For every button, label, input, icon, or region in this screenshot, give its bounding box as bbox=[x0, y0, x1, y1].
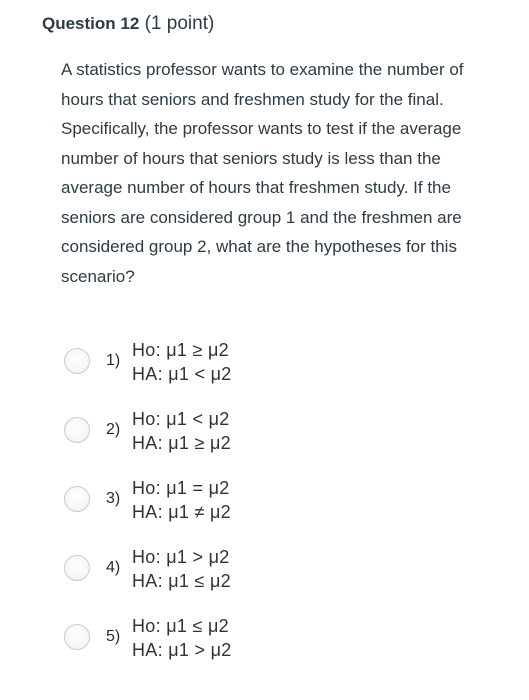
alternative-hypothesis: HA: μ1 < μ2 bbox=[132, 364, 232, 384]
question-header bbox=[42, 12, 214, 36]
radio-button[interactable] bbox=[64, 555, 90, 581]
answer-option-1[interactable] bbox=[64, 340, 364, 400]
answer-number: 5) bbox=[106, 628, 121, 645]
alternative-hypothesis: HA: μ1 ≤ μ2 bbox=[132, 571, 231, 591]
alternative-hypothesis: HA: μ1 ≥ μ2 bbox=[132, 433, 231, 453]
answer-option-5[interactable] bbox=[64, 616, 364, 676]
radio-button[interactable] bbox=[64, 486, 90, 512]
radio-button[interactable] bbox=[64, 348, 90, 374]
radio-button[interactable] bbox=[64, 417, 90, 443]
radio-button[interactable] bbox=[64, 624, 90, 650]
answer-option-2[interactable] bbox=[64, 409, 364, 469]
null-hypothesis: Ho: μ1 = μ2 bbox=[132, 478, 230, 498]
question-points: (1 point) bbox=[144, 13, 215, 34]
null-hypothesis: Ho: μ1 > μ2 bbox=[132, 547, 230, 567]
answer-number: 4) bbox=[106, 559, 121, 576]
question-title: Question 12 bbox=[42, 14, 140, 33]
alternative-hypothesis: HA: μ1 ≠ μ2 bbox=[132, 502, 231, 522]
answer-option-4[interactable] bbox=[64, 547, 364, 607]
answer-option-3[interactable] bbox=[64, 478, 364, 538]
question-text: A statistics professor wants to examine the number of hours that seniors and freshmen study for the final. Specifically, the professor wants to test if the average number of hours that seniors study is less than the average number of hours that freshmen study. If the seniors are considered group 1 and the freshmen are considered group 2, what are the hypotheses for this scenario? bbox=[61, 60, 464, 286]
answer-number: 3) bbox=[106, 490, 121, 507]
alternative-hypothesis: HA: μ1 > μ2 bbox=[132, 640, 232, 660]
answer-number: 2) bbox=[106, 421, 121, 438]
answer-number: 1) bbox=[106, 352, 121, 369]
null-hypothesis: Ho: μ1 ≥ μ2 bbox=[132, 340, 229, 360]
null-hypothesis: Ho: μ1 ≤ μ2 bbox=[132, 616, 229, 636]
null-hypothesis: Ho: μ1 < μ2 bbox=[132, 409, 230, 429]
